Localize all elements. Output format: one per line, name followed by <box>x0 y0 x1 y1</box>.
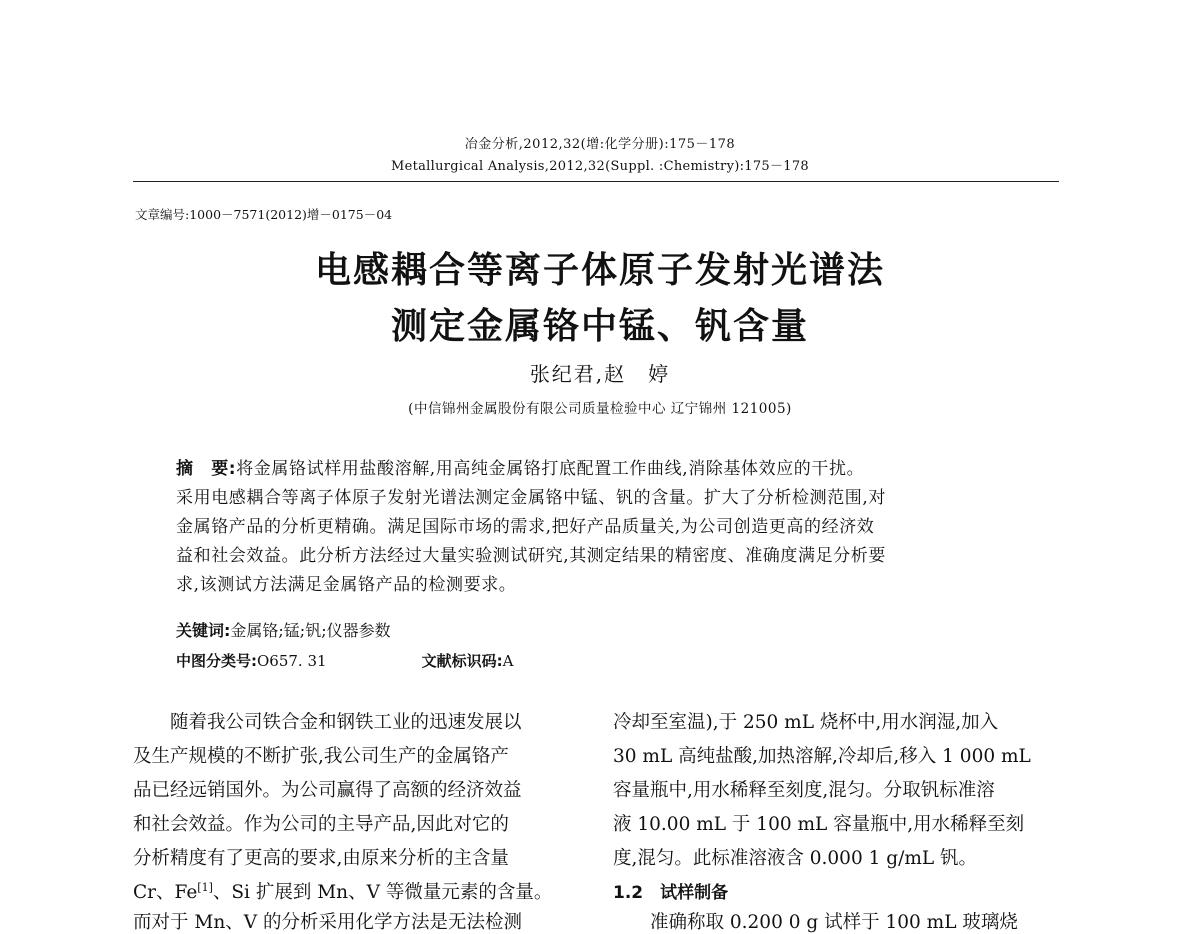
body-line: 容量瓶中,用水稀释至刻度,混匀。分取钒标准溶 <box>613 780 995 801</box>
keywords <box>176 618 391 641</box>
body-line: 随着我公司铁合金和钢铁工业的迅速发展以 <box>133 712 522 733</box>
paper-title-line-1: 电感耦合等离子体原子发射光谱法 <box>314 250 885 291</box>
journal-citation-en: Metallurgical Analysis,2012,32(Suppl. :Chemistry):175－178 <box>390 159 809 174</box>
paper-title-line-2: 测定金属铬中锰、钒含量 <box>390 306 809 347</box>
body-line: Cr、Fe[1]、Si 扩展到 Mn、V 等微量元素的含量。 <box>133 880 553 903</box>
doc-code-value: A <box>502 652 514 670</box>
body-line: 液 10.00 mL 于 100 mL 容量瓶中,用水稀释至刻 <box>613 814 1025 835</box>
body-line: 准确称取 0.200 0 g 试样于 100 mL 玻璃烧 <box>613 912 1018 933</box>
authors: 张纪君,赵 婷 <box>529 362 671 386</box>
affiliation: (中信锦州金属股份有限公司质量检验中心 辽宁锦州 121005) <box>408 401 792 417</box>
abstract-line: 求,该测试方法满足金属铬产品的检测要求。 <box>176 575 517 595</box>
abstract-line: 益和社会效益。此分析方法经过大量实验测试研究,其测定结果的精密度、准确度满足分析要 <box>176 546 887 566</box>
abstract <box>176 455 1021 600</box>
keywords-text: 金属铬;锰;钒;仪器参数 <box>230 621 391 640</box>
abstract-label: 摘 要: <box>176 459 237 479</box>
clc-value: O657. 31 <box>257 652 327 670</box>
abstract-line: 摘 要:将金属铬试样用盐酸溶解,用高纯金属铬打底配置工作曲线,消除基体效应的干扰。 <box>176 459 865 479</box>
journal-citation-cn: 冶金分析,2012,32(增:化学分册):175－178 <box>464 137 736 152</box>
abstract-line: 采用电感耦合等离子体原子发射光谱法测定金属铬中锰、钒的含量。扩大了分析检测范围,对 <box>176 488 887 508</box>
body-line: 冷却至室温),于 250 mL 烧杯中,用水润湿,加入 <box>613 712 999 733</box>
article-number: 文章编号:1000－7571(2012)增－0175－04 <box>135 207 393 222</box>
section-heading: 1.2 试样制备 <box>613 883 729 903</box>
body-line: 度,混匀。此标准溶液含 0.000 1 g/mL 钒。 <box>613 848 978 869</box>
clc-label: 中图分类号: <box>176 652 257 670</box>
body-line: 30 mL 高纯盐酸,加热溶解,冷却后,移入 1 000 mL <box>613 746 1031 767</box>
abstract-line: 金属铬产品的分析更精确。满足国际市场的需求,把好产品质量关,为公司创造更高的经济效 <box>176 517 875 537</box>
citation-ref: [1] <box>197 880 213 894</box>
classification <box>176 650 513 671</box>
body-line: 而对于 Mn、V 的分析采用化学方法是无法检测 <box>133 912 522 933</box>
body-line: 品已经远销国外。为公司赢得了高额的经济效益 <box>133 780 522 801</box>
body-line: 分析精度有了更高的要求,由原来分析的主含量 <box>133 848 509 869</box>
header-rule <box>133 181 1059 182</box>
body-line: 及生产规模的不断扩张,我公司生产的金属铬产 <box>133 746 509 767</box>
keywords-label: 关键词: <box>176 621 231 640</box>
doc-code-label: 文献标识码: <box>421 652 503 670</box>
body-line: 和社会效益。作为公司的主导产品,因此对它的 <box>133 814 509 835</box>
